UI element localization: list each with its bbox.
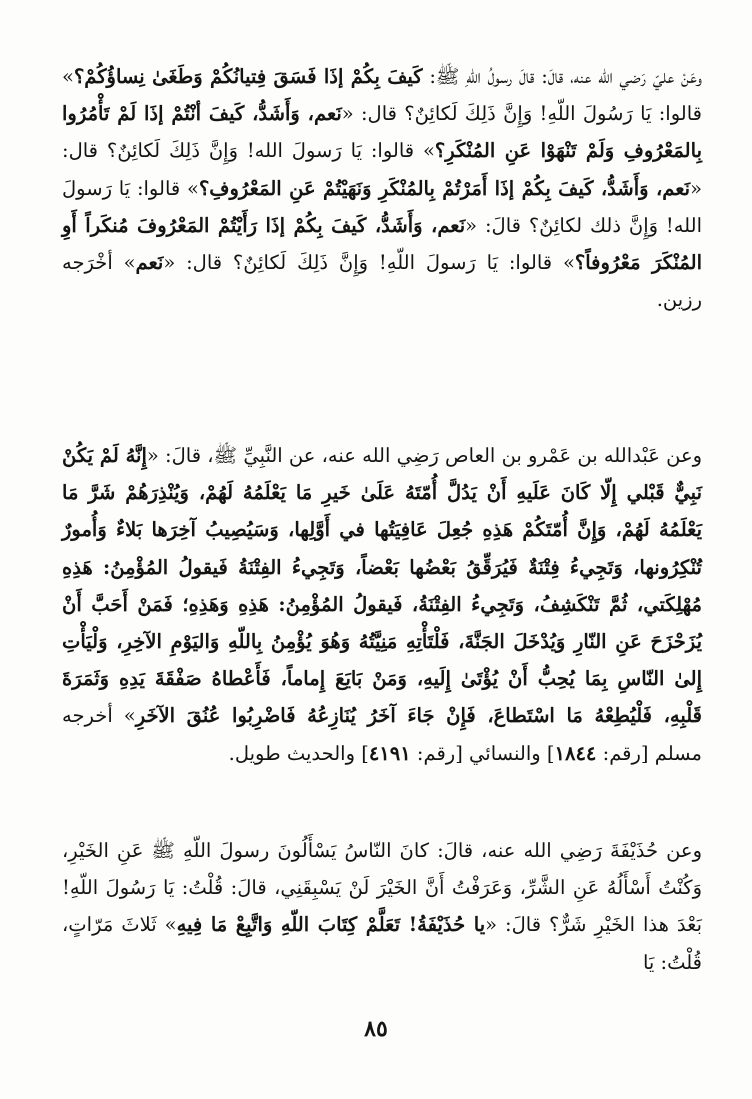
hadith-text: إِنَّهُ لَمْ يَكُنْ نَبِيٌّ قَبْلي إِلّا كَانَ عَلَيهِ أَنْ يَدُلَّ أُمّتَهُ عَلَىٰ خَيرِ مَا يَعْلَمُهُ لَهُمْ، وَيُنْذِرَهُمْ شَرَّ مَا يَعْلَمُهُ لَهُمْ، وَإِنَّ أُمّتَكُمْ هَذِهِ جُعِلَ عَافِيَتُها في أَوَّلِها، وَسَيُصِيبُ آخِرَها بَلاءٌ وَأُمورٌ تُنْكِرُونها، وَتَجِيءُ فِتْنَةٌ فَيُرَقِّقُ بَعْضُها بَعْضاً، وَتَجِيءُ الفِتْنَةُ فَيقولُ المُؤْمِنُ: هَذِهِ مُهْلِكَتي، ثُمَّ تَنْكَشِفُ، وَتَجِيءُ الفِتْنَةُ، فَيقولُ المُؤْمِنُ: هَذِهِ وَهَذِهِ؛ فَمَنْ أَحَبَّ أَنْ يُزَحْزَحَ عَنِ النّارِ وَيُدْخَلَ الجَنَّةَ، فَلْتَأْتِهِ مَنِيَّتُهُ وَهُوَ يُؤْمِنُ بِاللّهِ وَاليَوْمِ الآخِرِ، وَلْيَأْتِ إِلىٰ النّاسِ بِمَا يُحِبُّ أَنْ يُؤْتَىٰ إِلَيهِ، وَمَنْ بَايَعَ إِماماً، فَأَعْطاهُ صَفْقَةَ يَدِهِ وَثَمَرَةَ قَلْبِهِ، فَلْيُطِعْهُ مَا اسْتَطاعَ، فَإِنْ جَاءَ آخَرُ يُنَازِعُهُ فَاضْرِبُوا عُنُقَ الآخَرِ — [62, 444, 702, 728]
paragraph-hadith-abdullah-ibn-amr — [62, 437, 702, 772]
narration-text: » قالوا: يَا رَسُولَ اللّهِ! وَإِنَّ ذَلِكَ لَكائِنٌ؟ قال: « — [62, 65, 702, 126]
narration-text: ] والحديث طويل. — [228, 741, 369, 765]
narration-text: ] والنسائي [رقم: — [410, 741, 555, 765]
narration-text: وعَنْ عليّ رَضي الله عنه، قالَ: قالَ رسولُ اللّهِ ﷺ: — [422, 65, 702, 88]
narration-text: » أخرجه مسلم [رقم: — [62, 704, 702, 765]
narration-text: » قالوا: يَا رَسولَ اللّهِ! وَإِنَّ ذَلِكَ لَكائِنٌ؟ قال: « — [163, 251, 575, 275]
paragraph-hadith-hudhayfah — [62, 832, 702, 981]
narration-text: » ثَلاثَ مَرّاتٍ، قُلْتُ: يَا — [62, 913, 702, 974]
hadith-text: ٤١٩١ — [368, 741, 411, 765]
hadith-text: نَعم، وَأَشَدُّ، كَيفَ بِكُمْ إذَا رَأَيْتُمْ المَعْرُوفَ مُنكَراً أَوِ المُنْكَرَ مَعْرُوفاً؟ — [62, 213, 702, 275]
paragraph-text — [62, 437, 702, 772]
hadith-text: نَعم — [135, 251, 164, 275]
narration-text: » أخْرَجه رزين. — [62, 251, 702, 312]
paragraph-text — [62, 832, 702, 981]
hadith-text: يا حُذَيْفَةُ! تَعَلَّمْ كِتَابَ اللّهِ وَاتَّبِعْ مَا فِيهِ — [176, 913, 486, 937]
hadith-text: نَعم، وَأَشَدُّ، كَيفَ بِكُمْ إذَا أَمَرْتُمْ بِالمُنْكَرِ وَنَهَيْتُمْ عَنِ المَعْرُوفِ؟ — [198, 176, 691, 200]
narration-text: وعن عَبْدالله بن عَمْرو بن العاص رَضِي الله عنه، عن النَّبِيِّ ﷺ، قالَ: « — [146, 444, 702, 467]
page-number: ٨٥ — [364, 1016, 388, 1042]
narration-text: » قالوا: يَا رَسولَ الله! وَإِنَّ ذلك لكائِنٌ؟ قالَ: « — [62, 176, 702, 237]
paragraph-hadith-ali — [62, 58, 702, 318]
hadith-text: ١٨٤٤ — [554, 741, 597, 765]
narration-text: » قالوا: يَا رَسولَ الله! وَإِنَّ ذَلِكَ لَكائِنٌ؟ قال: « — [62, 139, 702, 200]
hadith-text: كَيفَ بِكُمْ إذَا فَسَقَ فِتيانُكُمْ وَطَغَىٰ نِساؤُكُمْ؟ — [73, 65, 423, 88]
hadith-text: نَعم، وَأَشَدُّ، كَيفَ أنْتُمْ إذَا لَمْ تَأْمُرُوا بِالمَعْرُوفِ وَلَمْ تَنْهَوْا عَنِ المُنْكَرِ؟ — [62, 102, 702, 163]
narration-text: وعن حُذَيْفَةَ رَضِي الله عنه، قالَ: كانَ النّاسُ يَسْأَلُونَ رسولَ اللّهِ ﷺ عَنِ الخَيْرِ، وَكُنْتُ أَسْأَلُهُ عَنِ الشَّرِّ، وَعَرَفْتُ أَنَّ الخَيْرَ لَنْ يَسْبِقَنِي، قالَ: قُلْتُ: يَا رَسُولَ اللّهِ! بَعْدَ هذا الخَيْرِ شَرٌّ؟ قالَ: « — [62, 839, 702, 937]
paragraph-text — [62, 58, 702, 318]
